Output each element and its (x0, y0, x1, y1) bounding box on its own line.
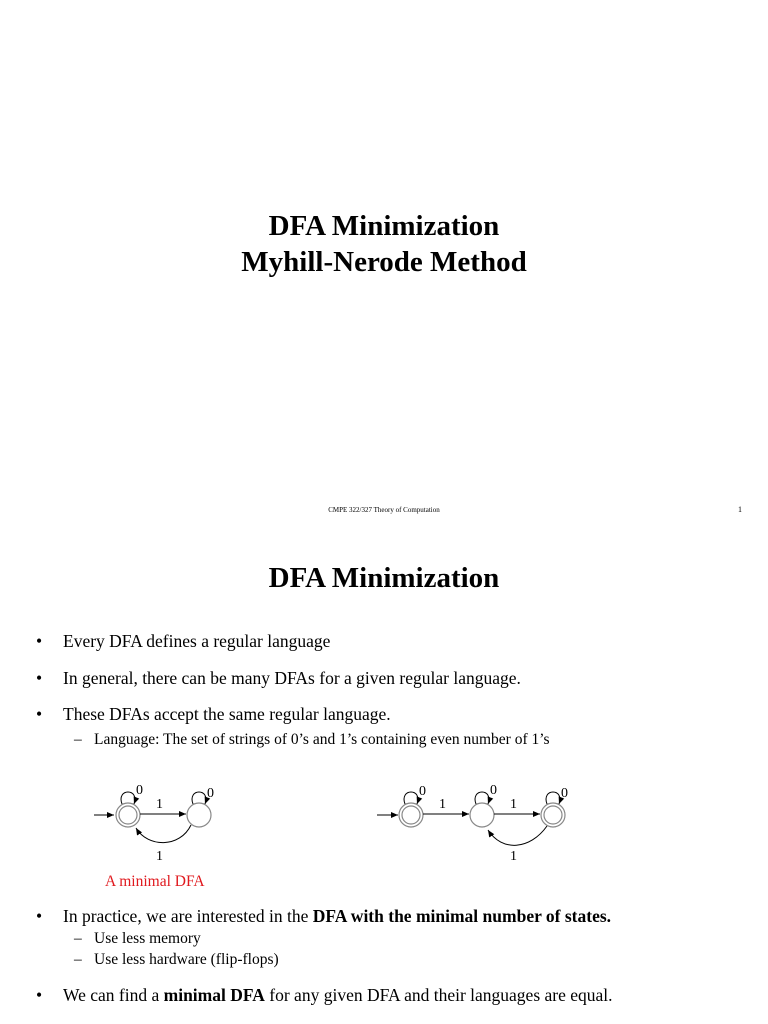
state-accepting-inner (544, 806, 562, 824)
bullet-icon: • (36, 906, 43, 926)
edge-label: 1 (510, 849, 517, 864)
self-loop (475, 792, 489, 804)
loop-label: 0 (490, 783, 497, 798)
bullet-text: These DFAs accept the same regular language. (63, 704, 391, 724)
bullet-text: Every DFA defines a regular language (63, 631, 331, 651)
dfa-diagrams (0, 530, 768, 870)
state-accepting-inner (119, 806, 137, 824)
sub-bullet-text: Use less memory (94, 930, 201, 947)
dfa-right (377, 783, 568, 864)
bullet-icon: • (36, 985, 43, 1005)
bullet-text (63, 984, 613, 1006)
transition-edge (136, 825, 191, 843)
loop-label: 0 (561, 786, 568, 801)
bullet-text-regular: We can find a (63, 985, 164, 1005)
edge-label: 1 (510, 797, 517, 812)
title-line-2: Myhill-Nerode Method (241, 246, 527, 278)
title-line-1: DFA Minimization (268, 210, 500, 242)
bullet-icon: • (36, 631, 43, 651)
dash-icon: – (74, 951, 82, 968)
transition-edge (488, 826, 547, 845)
sub-bullet-text: Language: The set of strings of 0’s and 1’s containing even number of 1’s (94, 731, 550, 748)
self-loop (404, 792, 418, 804)
diagram-caption: A minimal DFA (105, 873, 205, 890)
slide-title (0, 208, 768, 280)
bullet-icon: • (36, 704, 43, 724)
sub-bullet-text: Use less hardware (flip-flops) (94, 951, 279, 968)
bullet-text (63, 905, 611, 927)
slide-footer: CMPE 322/327 Theory of Computation (328, 506, 440, 514)
self-loop (546, 792, 560, 804)
dash-icon: – (74, 731, 82, 748)
edge-label: 1 (439, 797, 446, 812)
loop-label: 0 (136, 783, 143, 798)
bullet-icon: • (36, 668, 43, 688)
self-loop (121, 792, 135, 804)
dash-icon: – (74, 930, 82, 947)
state-accepting-inner (402, 806, 420, 824)
loop-label: 0 (419, 784, 426, 799)
state (470, 803, 494, 827)
bullet-text-bold: minimal DFA (163, 985, 265, 1005)
self-loop (192, 792, 206, 804)
slide-title: DFA Minimization (268, 562, 500, 594)
edge-label: 1 (156, 797, 163, 812)
bullet-text: In general, there can be many DFAs for a given regular language. (63, 668, 521, 688)
page-number: 1 (738, 505, 742, 514)
loop-label: 0 (207, 786, 214, 801)
edge-label: 1 (156, 849, 163, 864)
state (187, 803, 211, 827)
bullet-text-regular: for any given DFA and their languages are equal. (264, 985, 613, 1005)
content-slide (0, 530, 768, 1024)
bullet-text-bold: DFA with the minimal number of states. (312, 906, 612, 926)
bullet-text-regular: In practice, we are interested in the (63, 906, 313, 926)
dfa-left (94, 783, 214, 864)
